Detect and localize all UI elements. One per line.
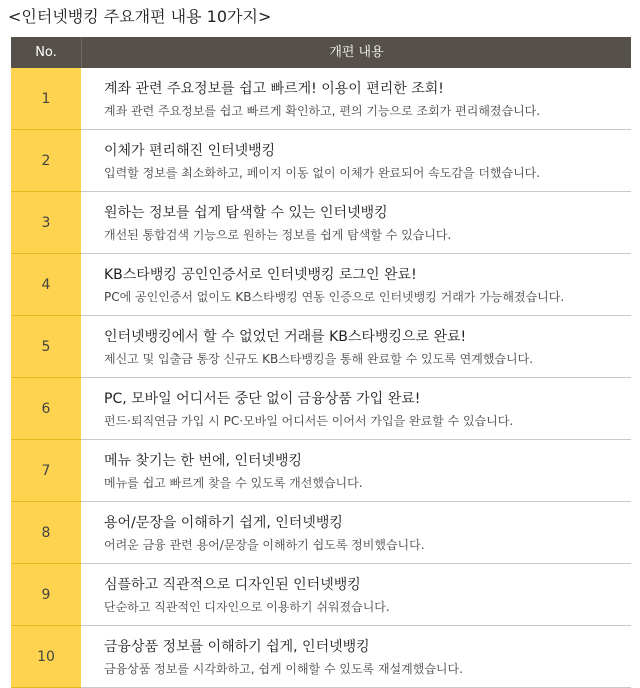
table-row [11, 68, 631, 130]
revamp-table [11, 37, 631, 688]
row-description: 펀드·퇴직연금 가입 시 PC·모바일 어디서든 이어서 가입을 완료할 수 있습니다. [104, 414, 514, 428]
row-number: 9 [11, 564, 81, 626]
row-title: KB스타뱅킹 공인인증서로 인터넷뱅킹 로그인 완료! [104, 267, 417, 283]
table-row [11, 378, 631, 440]
row-body [81, 68, 631, 129]
row-body [81, 564, 631, 625]
row-body [81, 316, 631, 377]
row-number: 5 [11, 316, 81, 378]
row-body [81, 626, 631, 687]
row-body [81, 502, 631, 563]
row-title: 이체가 편리해진 인터넷뱅킹 [104, 143, 276, 159]
row-description: 금융상품 정보를 시각화하고, 쉽게 이해할 수 있도록 재설계했습니다. [104, 662, 463, 676]
row-title: 인터넷뱅킹에서 할 수 없었던 거래를 KB스타뱅킹으로 완료! [104, 329, 467, 345]
header-no: No. [35, 45, 57, 60]
page-title: <인터넷뱅킹 주요개편 내용 10가지> [8, 7, 272, 26]
row-body [81, 440, 631, 501]
table-row [11, 502, 631, 564]
table-row [11, 192, 631, 254]
row-number: 2 [11, 130, 81, 192]
table-row [11, 254, 631, 316]
row-number: 3 [11, 192, 81, 254]
row-body [81, 192, 631, 253]
table-row [11, 130, 631, 192]
row-description: PC에 공인인증서 없이도 KB스타뱅킹 연동 인증으로 인터넷뱅킹 거래가 가능해졌습니다. [104, 290, 565, 304]
row-body [81, 254, 631, 315]
table-header [11, 37, 631, 68]
row-description: 메뉴를 쉽고 빠르게 찾을 수 있도록 개선했습니다. [104, 476, 363, 490]
table-row [11, 440, 631, 502]
row-description: 제신고 및 입출금 통장 신규도 KB스타뱅킹을 통해 완료할 수 있도록 연계했습니다. [104, 352, 534, 366]
row-description: 개선된 통합검색 기능으로 원하는 정보를 쉽게 탐색할 수 있습니다. [104, 228, 452, 242]
row-description: 어려운 금융 관련 용어/문장을 이해하기 쉽도록 정비했습니다. [104, 538, 425, 552]
row-number: 10 [11, 626, 81, 688]
header-content: 개편 내용 [81, 37, 631, 68]
row-title: 계좌 관련 주요정보를 쉽고 빠르게! 이용이 편리한 조회! [104, 81, 444, 97]
row-body [81, 378, 631, 439]
row-number: 4 [11, 254, 81, 316]
row-title: 심플하고 직관적으로 디자인된 인터넷뱅킹 [104, 577, 361, 593]
row-number: 7 [11, 440, 81, 502]
row-description: 단순하고 직관적인 디자인으로 이용하기 쉬워졌습니다. [104, 600, 390, 614]
row-title: PC, 모바일 어디서든 중단 없이 금융상품 가입 완료! [104, 391, 421, 407]
table-row [11, 626, 631, 688]
table-row [11, 564, 631, 626]
table-row [11, 316, 631, 378]
row-body [81, 130, 631, 191]
row-number: 8 [11, 502, 81, 564]
row-number: 6 [11, 378, 81, 440]
row-number: 1 [11, 68, 81, 130]
row-title: 금융상품 정보를 이해하기 쉽게, 인터넷뱅킹 [104, 639, 370, 655]
row-title: 메뉴 찾기는 한 번에, 인터넷뱅킹 [104, 453, 303, 469]
row-description: 입력할 정보를 최소화하고, 페이지 이동 없이 이체가 완료되어 속도감을 더했습니다. [104, 166, 541, 180]
row-title: 용어/문장을 이해하기 쉽게, 인터넷뱅킹 [104, 515, 343, 531]
row-title: 원하는 정보를 쉽게 탐색할 수 있는 인터넷뱅킹 [104, 205, 388, 221]
row-description: 계좌 관련 주요정보를 쉽고 빠르게 확인하고, 편의 기능으로 조회가 편리해졌습니다. [104, 104, 541, 118]
